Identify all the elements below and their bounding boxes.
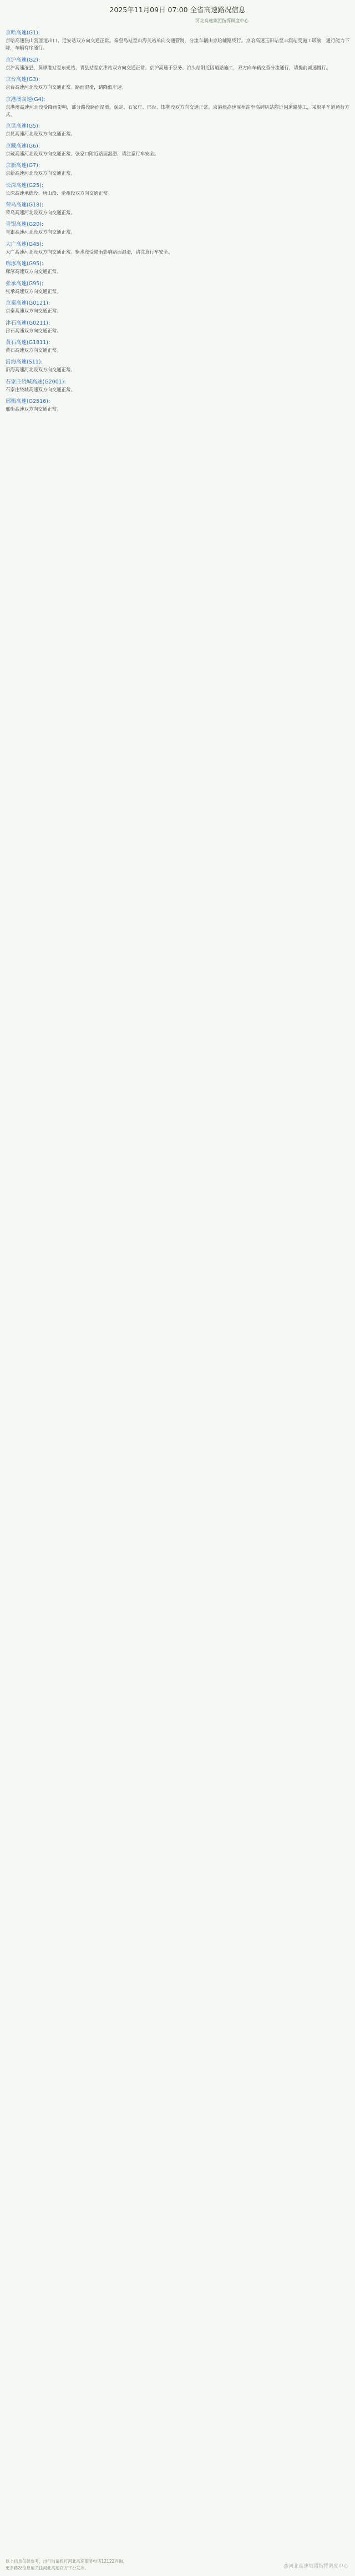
section-text: 石家庄绕城高速双方向交通正常。 <box>6 386 75 392</box>
section-heading: 京新高速(G7): <box>6 163 40 169</box>
section-text: 京台高速河北段双方向交通正常。路面湿滑，请降低车速。 <box>6 84 126 90</box>
section-text: 大广高速河北段双方向交通正常。衡水段受降雨影响路面湿滑，请注意行车安全。 <box>6 249 173 255</box>
section-heading: 大广高速(G45): <box>6 241 44 248</box>
section-heading: 廊涿高速(G95): <box>6 261 44 267</box>
source-label: 河北高速集团指挥调度中心 <box>195 18 248 23</box>
page-title: 2025年11月09日 07:00 全省高速路况信息 <box>109 6 246 14</box>
footer-line-2: 更多路况信息请关注河北高速官方平台发布。 <box>6 2565 89 2570</box>
section-text: 长深高速承德段、唐山段、沧州段双方向交通正常。 <box>6 190 113 196</box>
section-item <box>6 142 349 158</box>
section-text: 黄石高速双方向交通正常。 <box>6 347 62 353</box>
section-heading: 石家庄绕城高速(G2001): <box>6 378 66 385</box>
section-text: 京沪高速沧县、黄骅港站至东光站、青县站至京津站双方向交通正常。京沪高速于家务、泊头站附近因道路施工，双方向车辆交替分流通行，请提前减速慢行。 <box>6 64 331 70</box>
section-item <box>6 377 349 393</box>
section-heading: 黄石高速(G1811): <box>6 339 50 346</box>
section-item <box>6 259 349 275</box>
section-item <box>6 357 349 373</box>
section-heading: 京沪高速(G2): <box>6 57 40 63</box>
sections-list <box>6 28 349 413</box>
section-text: 廊涿高速双方向交通正常。 <box>6 269 62 275</box>
section-heading: 青银高速(G20): <box>6 221 44 228</box>
footer-line-1: 以上信息仅供参考，出行前请拨打河北高速服务电话12122咨询。 <box>6 2559 127 2564</box>
section-heading: 沿海高速(S11): <box>6 359 43 366</box>
section-item <box>6 161 349 177</box>
section-item <box>6 240 349 256</box>
watermark: @河北高速集团指挥调度中心 <box>283 2564 348 2569</box>
section-text: 张承高速双方向交通正常。 <box>6 288 62 294</box>
section-heading: 京哈高速(G1): <box>6 30 40 36</box>
section-heading: 张承高速(G95): <box>6 280 44 287</box>
section-heading: 京藏高速(G6): <box>6 143 40 149</box>
section-heading: 京昆高速(G5): <box>6 123 40 130</box>
section-item <box>6 279 349 295</box>
section-item <box>6 55 349 72</box>
section-text: 京港澳高速河北段受降雨影响，部分路段路面湿滑，保定、石家庄、邢台、邯郸段双方向交通正常。京港澳高速涿州站至高碑店站附近因道路施工，采取单车道通行方式。 <box>6 104 349 118</box>
section-heading: 京港澳高速(G4): <box>6 96 45 103</box>
section-heading: 长深高速(G25): <box>6 182 44 189</box>
section-item <box>6 220 349 236</box>
section-heading: 京秦高速(G0121): <box>6 300 50 307</box>
section-item <box>6 122 349 138</box>
section-text: 沿海高速河北段双方向交通正常。 <box>6 367 75 373</box>
section-item <box>6 299 349 315</box>
section-heading: 邢衡高速(G2516): <box>6 398 50 405</box>
section-text: 京哈高速张山营匝道出口、迁安站双方向交通正常。秦皇岛站至山海关站单向交通管制，分流车辆由京哈辅路绕行。京哈高速玉田站至丰润站受施工影响，通行能力下降，车辆有序通行。 <box>6 38 349 51</box>
section-item <box>6 319 349 335</box>
section-heading: 津石高速(G0211): <box>6 320 50 326</box>
section-text: 京藏高速河北段双方向交通正常。张家口附近路面湿滑，请注意行车安全。 <box>6 150 159 156</box>
section-text: 京秦高速双方向交通正常。 <box>6 308 62 314</box>
section-item <box>6 95 349 119</box>
section-item <box>6 338 349 354</box>
section-text: 津石高速双方向交通正常。 <box>6 327 62 334</box>
source-row <box>6 18 349 24</box>
section-text: 青银高速河北段双方向交通正常。 <box>6 229 75 235</box>
section-item <box>6 75 349 91</box>
section-item <box>6 28 349 52</box>
section-text: 荣乌高速河北段双方向交通正常。 <box>6 210 75 216</box>
section-item <box>6 200 349 216</box>
section-item <box>6 397 349 413</box>
section-heading: 京台高速(G3): <box>6 77 40 83</box>
section-text: 京昆高速河北段双方向交通正常。 <box>6 131 75 137</box>
section-item <box>6 181 349 197</box>
section-text: 邢衡高速双方向交通正常。 <box>6 406 62 412</box>
section-text: 京新高速河北段双方向交通正常。 <box>6 170 75 176</box>
section-heading: 荣乌高速(G18): <box>6 202 44 209</box>
